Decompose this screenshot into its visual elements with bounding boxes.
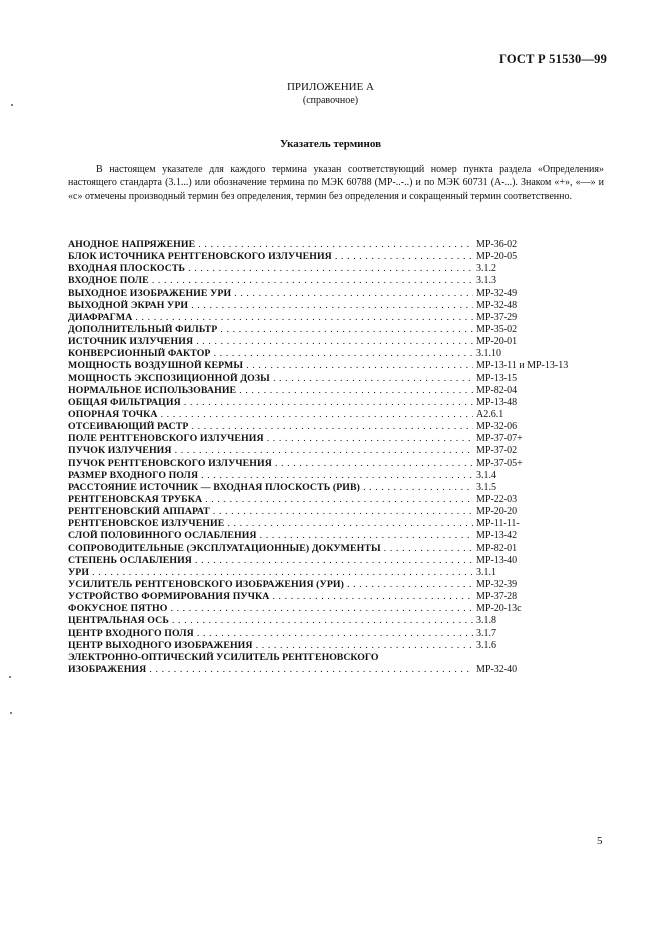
term-reference: 3.1.6 xyxy=(476,639,496,651)
standard-code: ГОСТ Р 51530—99 xyxy=(499,52,608,66)
term-reference: МР-20-01 xyxy=(476,336,518,348)
term-row xyxy=(68,506,613,518)
term-reference: МР-32-48 xyxy=(476,299,518,311)
term-label: ДИАФРАГМА . . . xyxy=(68,312,473,324)
term-label: ВХОДНАЯ ПЛОСКОСТЬ . . . xyxy=(68,263,473,275)
term-row xyxy=(68,397,613,409)
term-row xyxy=(68,494,613,506)
term-row xyxy=(68,518,613,530)
term-reference: МР-82-01 xyxy=(476,542,518,554)
term-row xyxy=(68,239,613,251)
term-label: РЕНТГЕНОВСКИЙ АППАРАТ . . . xyxy=(68,506,473,518)
term-row xyxy=(68,288,613,300)
term-reference: МР-37-05+ xyxy=(476,457,523,469)
term-label: УСТРОЙСТВО ФОРМИРОВАНИЯ ПУЧКА . . . xyxy=(68,591,473,603)
term-reference: МР-82-04 xyxy=(476,384,518,396)
term-row xyxy=(68,275,613,287)
term-label: ВЫХОДНОЕ ИЗОБРАЖЕНИЕ УРИ . . . xyxy=(68,288,473,300)
term-reference: МР-37-28 xyxy=(476,591,518,603)
term-row xyxy=(68,251,613,263)
term-row xyxy=(68,312,613,324)
page-number: 5 xyxy=(597,835,603,847)
term-label: ИСТОЧНИК ИЗЛУЧЕНИЯ . . . xyxy=(68,336,473,348)
term-row xyxy=(68,324,613,336)
term-label: УСИЛИТЕЛЬ РЕНТГЕНОВСКОГО ИЗОБРАЖЕНИЯ (УРИ) . . . xyxy=(68,579,473,591)
term-reference: МР-37-29 xyxy=(476,311,518,323)
term-label: ВХОДНОЕ ПОЛЕ . . . xyxy=(68,275,473,287)
term-label: АНОДНОЕ НАПРЯЖЕНИЕ . . . xyxy=(68,239,473,251)
term-reference: 3.1.8 xyxy=(476,615,496,627)
term-row xyxy=(68,482,613,494)
section-title: Указатель терминов xyxy=(279,138,382,150)
term-reference: МР-13-11 и МР-13-13 xyxy=(476,360,569,372)
term-label: СОПРОВОДИТЕЛЬНЫЕ (ЭКСПЛУАТАЦИОННЫЕ) ДОКУМЕНТЫ . . . xyxy=(68,543,473,555)
term-reference: МР-13-48 xyxy=(476,396,518,408)
appendix-title: ПРИЛОЖЕНИЕ А xyxy=(286,81,374,93)
term-reference: МР-32-39 xyxy=(476,578,518,590)
term-label: СТЕПЕНЬ ОСЛАБЛЕНИЯ . . . xyxy=(68,555,473,567)
term-reference: МР-32-06 xyxy=(476,421,518,433)
term-label: СЛОЙ ПОЛОВИННОГО ОСЛАБЛЕНИЯ . . . xyxy=(68,530,473,542)
term-reference: МР-22-03 xyxy=(476,493,518,505)
term-label: РЕНТГЕНОВСКАЯ ТРУБКА . . . xyxy=(68,494,473,506)
term-reference: МР-35-02 xyxy=(476,323,518,335)
term-reference: 3.1.5 xyxy=(476,481,496,493)
term-reference: МР-11-11- xyxy=(476,518,520,530)
term-row xyxy=(68,348,613,360)
term-row xyxy=(68,470,613,482)
term-row xyxy=(68,385,613,397)
term-reference: МР-32-40 xyxy=(476,663,518,675)
term-reference: 3.1.4 xyxy=(476,469,496,481)
term-label: ЦЕНТР ВХОДНОГО ПОЛЯ . . . xyxy=(68,628,473,640)
scan-speck xyxy=(10,712,12,714)
term-row xyxy=(68,640,613,652)
term-label: ПУЧОК РЕНТГЕНОВСКОГО ИЗЛУЧЕНИЯ . . . xyxy=(68,458,473,470)
term-reference: МР-13-15 xyxy=(476,372,518,384)
term-label: ФОКУСНОЕ ПЯТНО . . . xyxy=(68,603,473,615)
term-label: ЦЕНТР ВЫХОДНОГО ИЗОБРАЖЕНИЯ . . . xyxy=(68,640,473,652)
term-row xyxy=(68,664,613,676)
term-reference: МР-20-05 xyxy=(476,251,518,263)
term-row xyxy=(68,615,613,627)
term-row xyxy=(68,445,613,457)
term-label: ЦЕНТРАЛЬНАЯ ОСЬ . . . xyxy=(68,615,473,627)
term-row xyxy=(68,373,613,385)
term-row xyxy=(68,421,613,433)
term-reference: 3.1.2 xyxy=(476,263,496,275)
term-reference: МР-13-40 xyxy=(476,554,518,566)
term-label: ОБЩАЯ ФИЛЬТРАЦИЯ . . . xyxy=(68,397,473,409)
scan-speck xyxy=(9,676,11,678)
term-row xyxy=(68,591,613,603)
term-row xyxy=(68,555,613,567)
term-label: ОТСЕИВАЮЩИЙ РАСТР . . . xyxy=(68,421,473,433)
term-row xyxy=(68,603,613,615)
term-row xyxy=(68,567,613,579)
term-row xyxy=(68,530,613,542)
term-reference: МР-37-07+ xyxy=(476,433,523,445)
term-label: КОНВЕРСИОННЫЙ ФАКТОР . . . xyxy=(68,348,473,360)
term-row xyxy=(68,579,613,591)
term-label-line2: ИЗОБРАЖЕНИЯ . . . xyxy=(68,664,473,676)
term-label: ОПОРНАЯ ТОЧКА . . . xyxy=(68,409,473,421)
term-label: НОРМАЛЬНОЕ ИСПОЛЬЗОВАНИЕ . . . xyxy=(68,385,473,397)
term-row-continued xyxy=(68,652,613,664)
term-label-line1: ЭЛЕКТРОННО-ОПТИЧЕСКИЙ УСИЛИТЕЛЬ РЕНТГЕНОВСКОГО xyxy=(68,651,379,663)
term-row xyxy=(68,263,613,275)
term-reference: МР-36-02 xyxy=(476,239,518,250)
scan-speck xyxy=(11,104,13,106)
term-row xyxy=(68,336,613,348)
term-label: МОЩНОСТЬ ВОЗДУШНОЙ КЕРМЫ . . . xyxy=(68,360,473,372)
term-reference: 3.1.10 xyxy=(476,348,501,360)
term-label: МОЩНОСТЬ ЭКСПОЗИЦИОННОЙ ДОЗЫ . . . xyxy=(68,373,473,385)
term-label: ПОЛЕ РЕНТГЕНОВСКОГО ИЗЛУЧЕНИЯ . . . xyxy=(68,433,473,445)
appendix-subtitle: (справочное) xyxy=(302,95,359,106)
term-label: БЛОК ИСТОЧНИКА РЕНТГЕНОВСКОГО ИЗЛУЧЕНИЯ . . . xyxy=(68,251,473,263)
term-reference: 3.1.1 xyxy=(476,566,496,578)
term-label: УРИ . . . xyxy=(68,567,473,579)
term-reference: МР-37-02 xyxy=(476,445,518,457)
term-label: РАЗМЕР ВХОДНОГО ПОЛЯ . . . xyxy=(68,470,473,482)
term-index xyxy=(68,239,613,676)
term-reference: А2.6.1 xyxy=(476,408,504,420)
term-row xyxy=(68,543,613,555)
term-reference: МР-13-42 xyxy=(476,530,518,542)
term-row xyxy=(68,458,613,470)
term-row xyxy=(68,360,613,372)
term-reference: МР-32-49 xyxy=(476,287,518,299)
term-reference: МР-20-20 xyxy=(476,506,518,518)
term-row xyxy=(68,433,613,445)
term-row xyxy=(68,628,613,640)
term-label: ДОПОЛНИТЕЛЬНЫЙ ФИЛЬТР . . . xyxy=(68,324,473,336)
term-reference: МР-20-13с xyxy=(476,603,522,615)
term-label: РАССТОЯНИЕ ИСТОЧНИК — ВХОДНАЯ ПЛОСКОСТЬ (РИВ) . . . xyxy=(68,482,473,494)
term-row xyxy=(68,409,613,421)
term-label: РЕНТГЕНОВСКОЕ ИЗЛУЧЕНИЕ . . . xyxy=(68,518,473,530)
term-reference: 3.1.3 xyxy=(476,275,496,287)
intro-paragraph: В настоящем указателе для каждого термина указан соответствующий номер пункта раздела «Определения» настоящего стандарта (3.1...) или обозначение термина по МЭК 60788 (МР-..-..) и по МЭК 60731 (А-...). Знаком «+», «—» и «с» отмечены производный термин без определения, термин без определения и сокращенный термин соответственно. xyxy=(68,164,604,202)
term-label: ПУЧОК ИЗЛУЧЕНИЯ . . . xyxy=(68,445,473,457)
term-reference: 3.1.7 xyxy=(476,627,496,639)
term-label: ВЫХОДНОЙ ЭКРАН УРИ . . . xyxy=(68,300,473,312)
term-row xyxy=(68,300,613,312)
